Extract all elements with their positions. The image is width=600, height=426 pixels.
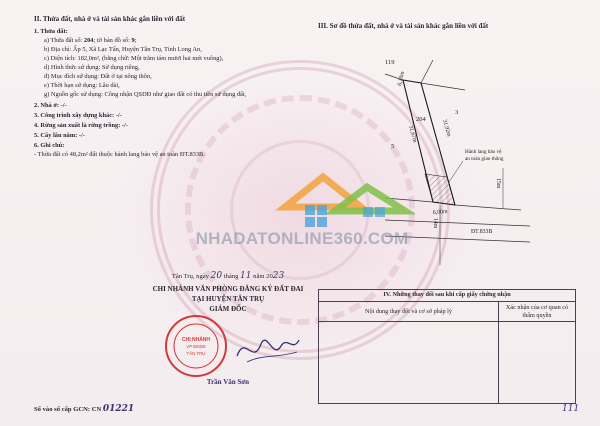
usage-form-line: d) Hình thức sử dụng: Sử dụng riêng, <box>44 64 140 71</box>
parcel-number: 204 <box>83 37 94 44</box>
issue-day: 20 <box>210 271 223 281</box>
usage-origin-line: g) Nguồn gốc sử dụng: Công nhận QSDĐ như giao đất có thu tiền sử dụng đất, <box>44 91 247 98</box>
issuing-office: CHI NHÁNH VĂN PHÒNG ĐĂNG KÝ ĐẤT ĐAI <box>152 285 304 293</box>
section-iii-title: III. Sơ đồ thửa đất, nhà ở và tài sản khác gắn liền với đất <box>318 22 489 30</box>
certificate-register-number <box>34 404 134 415</box>
year-word: năm 20 <box>251 273 273 280</box>
note-text: - Thửa đất có 48,2m² đất thuộc hành lang bảo vệ an toàn ĐT.833B. <box>34 151 205 158</box>
section-iv-title: IV. Những thay đổi sau khi cấp giấy chứng nhận <box>319 290 576 302</box>
dim-top-label: 6,10m <box>397 70 407 87</box>
changes-table <box>318 289 576 404</box>
notes-heading: 6. Ghi chú: <box>34 142 65 149</box>
dim-right-label: 31,92m <box>441 118 452 138</box>
neighbor-3-label: 3 <box>455 109 459 116</box>
signer-name: Trần Văn Sơn <box>206 378 250 386</box>
issue-month: 11 <box>240 271 252 281</box>
corridor-hatch <box>425 174 455 205</box>
dim-14m-label: 14m <box>432 218 438 229</box>
issue-year: 23 <box>272 271 285 281</box>
svg-text:TÂN TRỤ: TÂN TRỤ <box>186 351 206 356</box>
page-mark: 111 <box>562 404 580 414</box>
register-number: 01221 <box>102 404 135 414</box>
planted-forest-line: 4. Rừng sản xuất là rừng trồng: -/- <box>34 122 128 129</box>
usage-term-line: e) Thời hạn sử dụng: Lâu dài, <box>44 82 120 89</box>
corridor-label-2: an toàn giao thông <box>465 156 504 162</box>
perennial-trees-line: 5. Cây lâu năm: -/- <box>34 132 85 139</box>
house-line: 2. Nhà ở: -/- <box>34 102 67 109</box>
road-label: ĐT.833B <box>471 229 493 235</box>
issuing-office-district: TẠI HUYỆN TÂN TRỤ <box>191 295 265 303</box>
confirmation-body-cell <box>499 322 576 404</box>
section-ii-title: II. Thửa đất, nhà ở và tài sản khác gắn liền với đất <box>34 15 186 23</box>
changes-body-cell <box>319 322 499 404</box>
parcel-number-line <box>44 37 136 45</box>
corridor-label-1: Hành lang bảo vệ <box>465 149 502 155</box>
land-parcel-heading: 1. Thửa đất: <box>34 28 68 35</box>
signature-scribble <box>233 326 303 370</box>
neighbor-5-label: 5 <box>391 143 395 150</box>
neighbor-119-label: 119 <box>385 59 395 66</box>
issue-place: Tân Trụ, ngày <box>171 273 211 280</box>
confirmation-column-header: Xác nhận của cơ quan có thẩm quyền <box>499 302 576 322</box>
svg-text:CHI NHÁNH: CHI NHÁNH <box>181 337 211 343</box>
watermark-house-logo <box>255 167 415 229</box>
signer-role: GIÁM ĐỐC <box>209 305 247 313</box>
watermark-text: NHADATONLINE360.COM <box>195 229 409 248</box>
svg-text:VP ĐKĐĐ: VP ĐKĐĐ <box>186 344 206 349</box>
issue-date <box>118 271 338 282</box>
month-word: tháng <box>222 273 241 280</box>
parcel-line-suffix: ; <box>134 37 137 44</box>
register-label: Số vào sổ cấp GCN: CN <box>34 406 103 413</box>
usage-purpose-line: đ) Mục đích sử dụng: Đất ở tại nông thôn, <box>44 73 152 80</box>
dim-bottom-label: 6,00m <box>432 208 448 216</box>
parcel-204-label: 204 <box>416 116 426 123</box>
changes-column-header: Nội dung thay đổi và cơ sở pháp lý <box>319 302 499 322</box>
map-sheet-label: ; tờ bản đồ số: <box>93 37 132 44</box>
dim-15m-label: 15m <box>495 178 501 189</box>
area-line: c) Diện tích: 182,0m², (bằng chữ: Một trăm tám mươi hai mét vuông), <box>44 55 224 62</box>
other-construction-line: 3. Công trình xây dựng khác: -/- <box>34 112 122 119</box>
map-sheet-number: 9 <box>131 37 135 44</box>
dim-left-label: 31,67m <box>407 124 418 144</box>
address-line: b) Địa chỉ: Ấp 5, Xã Lạc Tấn, Huyện Tân Trụ, Tỉnh Long An, <box>44 46 202 53</box>
official-stamp <box>163 313 229 379</box>
parcel-number-label: a) Thửa đất số: <box>44 37 84 44</box>
